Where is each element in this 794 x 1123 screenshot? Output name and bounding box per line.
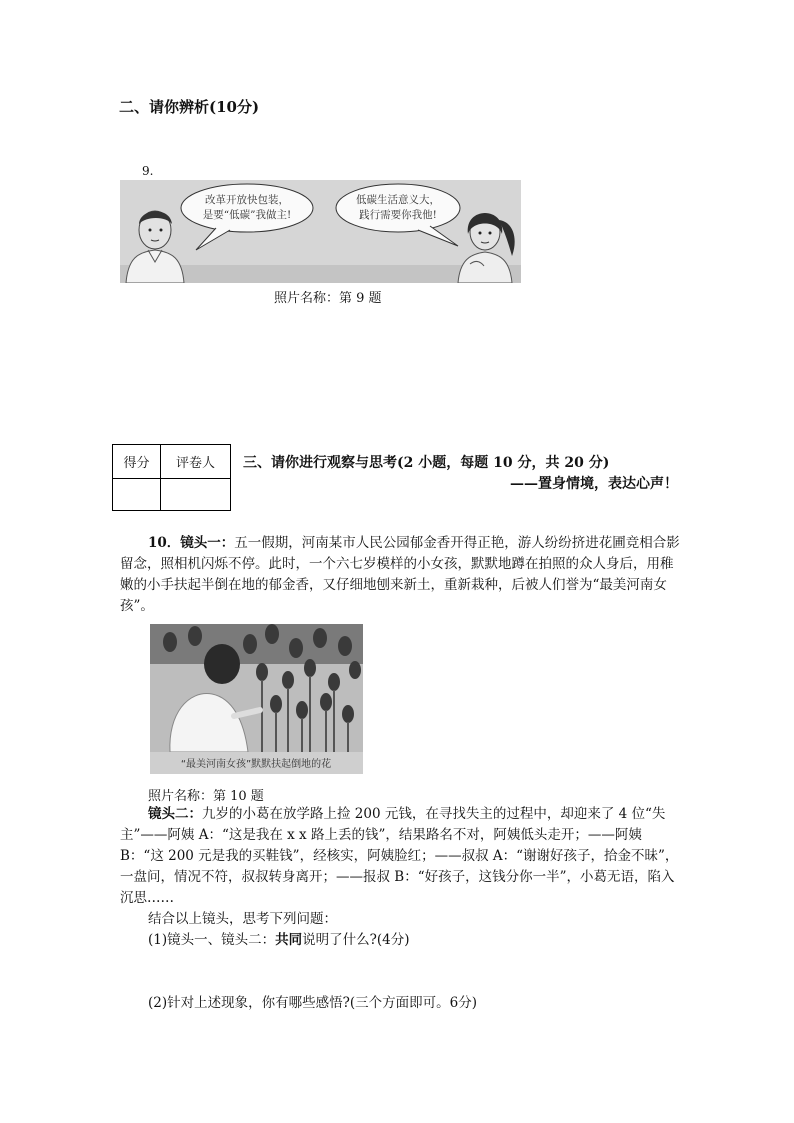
sub-question-2: (2)针对上述现象，你有哪些感悟?(三个方面即可。6分) [148, 995, 477, 1011]
left-bubble-line-1: 改革开放快包装， [205, 194, 289, 206]
section-3-heading: 三、请你进行观察与思考(2 小题，每题 10 分，共 20 分) [243, 455, 610, 471]
right-bubble-line-1: 低碳生活意义大， [356, 194, 440, 206]
question-prompt: 结合以上镜头，思考下列问题： [148, 911, 337, 927]
sub-question-1-emphasis: 共同 [275, 932, 303, 948]
question-10-caption: 照片名称：第 10 题 [148, 789, 264, 804]
photo-caption-text: “最美河南女孩”默默扶起倒地的花 [180, 759, 332, 770]
grader-header: 评卷人 [161, 445, 231, 479]
question-10-number: 10． [148, 535, 181, 551]
shot-2-label: 镜头二： [148, 806, 202, 822]
question-9-number: 9. [142, 164, 154, 178]
score-cell[interactable] [113, 479, 161, 511]
shot-2-paragraph [120, 804, 680, 909]
sub-question-1 [120, 930, 680, 951]
score-header: 得分 [113, 445, 161, 479]
grader-cell[interactable] [161, 479, 231, 511]
shot-1-label: 镜头一： [180, 535, 235, 551]
sub-question-1-post: 说明了什么?(4分) [302, 932, 410, 948]
question-9-cartoon [120, 180, 521, 283]
section-2-heading: 二、请你辨析(10分) [119, 98, 260, 116]
sub-question-1-pre: (1)镜头一、镜头二： [148, 932, 276, 948]
left-bubble-line-2: 是要“低碳”我做主! [202, 209, 292, 221]
shot-2-text: 九岁的小葛在放学路上捡 200 元钱，在寻找失主的过程中，却迎来了 4 位“失主”——阿姨 A：“这是我在 x x 路上丢的钱”，结果路名不对，阿姨低头走开；——阿姨 B：“这 200 元是我的买鞋钱”，经核实，阿姨脸红；——叔叔 A：“谢谢好孩子，拾金不昧”，一盘问，情况不符，叔叔转身离开；——报叔 B：“好孩子，这钱分你一半”，小葛无语，陷入沉思…… [120, 806, 679, 906]
score-table [112, 444, 231, 511]
shot-1-text: 五一假期，河南某市人民公园郁金香开得正艳，游人纷纷挤进花圃竞相合影留念，照相机闪烁不停。此时，一个六七岁模样的小女孩，默默地蹲在拍照的众人身后，用稚嫩的小手扶起半倒在地的郁金香，又仔细地刨来新土，重新栽种，后被人们誉为“最美河南女孩”。 [120, 535, 680, 614]
question-10-photo [150, 624, 363, 774]
shot-1-paragraph [120, 533, 680, 617]
question-9-caption: 照片名称：第 9 题 [274, 291, 382, 306]
section-3-subheading: ——置身情境，表达心声！ [510, 476, 678, 492]
right-bubble-line-2: 践行需要你我他! [359, 209, 437, 221]
